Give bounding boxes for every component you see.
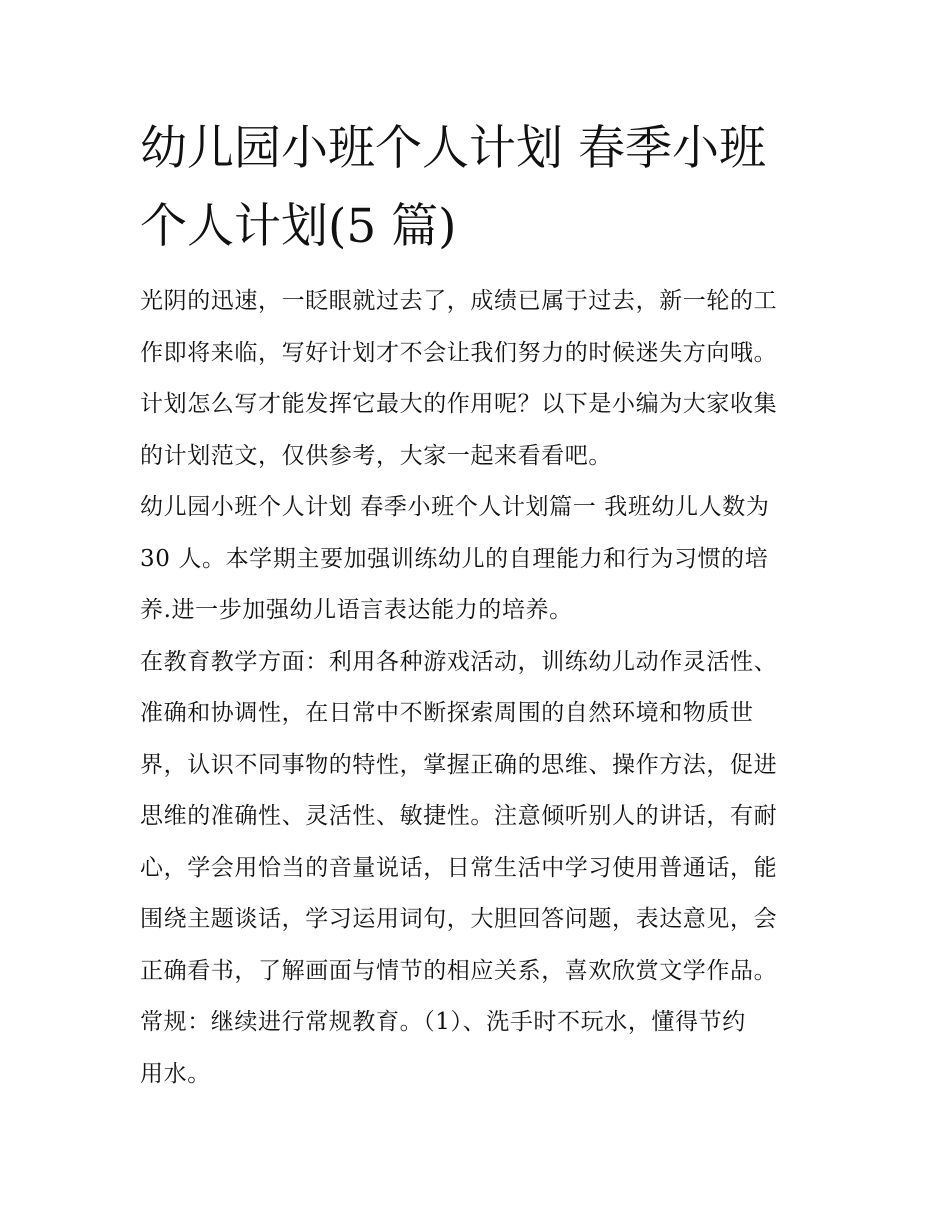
paragraph-plan-one [140,482,820,637]
document-title [140,110,820,266]
paragraph-line: 思维的准确性、灵活性、敏捷性。注意倾听别人的讲话，有耐 [140,803,778,829]
paragraph-line: 30 人。本学期主要加强训练幼儿的自理能力和行为习惯的培 [140,545,769,572]
paragraph-line: 用水。 [140,1060,211,1087]
paragraph-routine [140,997,820,1100]
paragraph-line: 作即将来临，写好计划才不会让我们努力的时候迷失方向哦。 [140,339,778,366]
paragraph-teaching [140,637,820,998]
paragraph-line: 的计划范文，仅供参考，大家一起来看看吧。 [140,442,612,469]
paragraph-line: 幼儿园小班个人计划 春季小班个人计划篇一 我班幼儿人数为 [140,494,770,520]
paragraph-line: 围绕主题谈话，学习运用词句，大胆回答问题，表达意见，会 [140,906,778,932]
title-line-2: 个人计划(5 篇) [140,199,457,254]
paragraph-line: 养.进一步加强幼儿语言表达能力的培养。 [140,597,573,623]
paragraph-line: 光阴的迅速，一眨眼就过去了，成绩已属于过去，新一轮的工 [140,288,778,314]
document-body [140,276,820,1100]
paragraph-intro [140,276,820,482]
paragraph-line: 准确和协调性，在日常中不断探索周围的自然环境和物质世 [140,700,754,726]
paragraph-line: 常规：继续进行常规教育。（1）、洗手时不玩水，懂得节约 [140,1009,746,1035]
paragraph-line: 心，学会用恰当的音量说话，日常生活中学习使用普通话，能 [140,854,778,881]
title-line-1: 幼儿园小班个人计划 春季小班 [140,121,766,176]
paragraph-line: 计划怎么写才能发挥它最大的作用呢？以下是小编为大家收集 [140,391,778,417]
paragraph-line: 在教育教学方面：利用各种游戏活动，训练幼儿动作灵活性、 [140,648,778,675]
paragraph-line: 正确看书，了解画面与情节的相应关系，喜欢欣赏文学作品。 [140,957,778,984]
paragraph-line: 界，认识不同事物的特性，掌握正确的思维、操作方法，促进 [140,751,778,778]
